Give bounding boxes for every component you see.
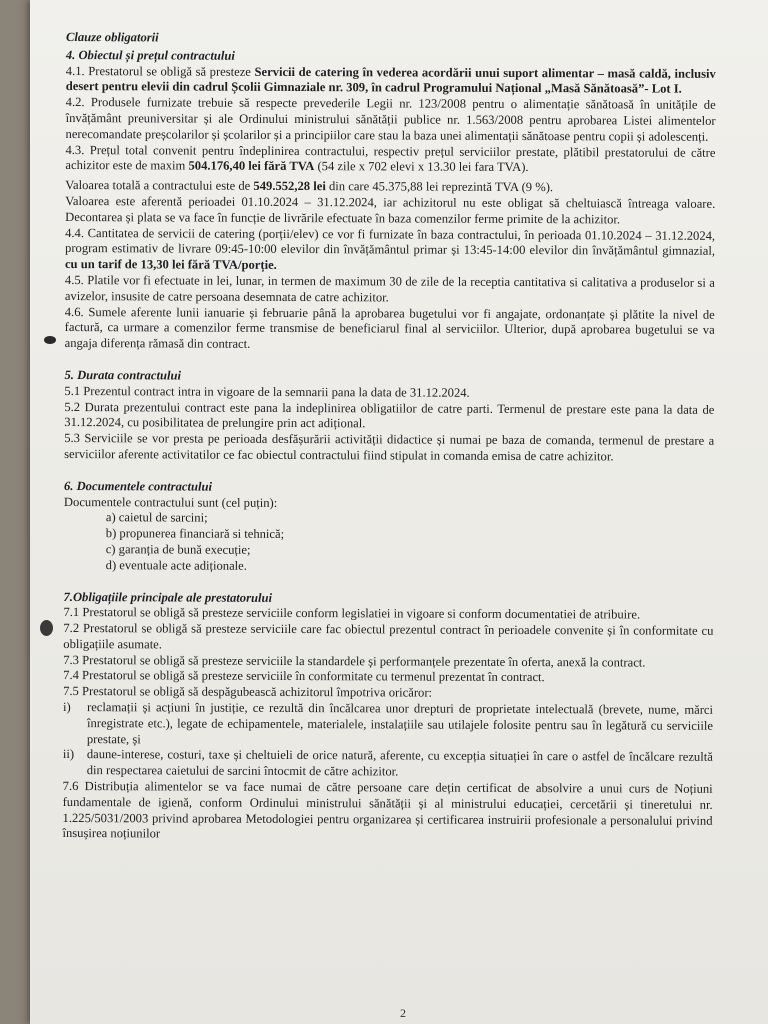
clause-4-5: 4.5. Platile vor fi efectuate in lei, lunar, in termen de maximum 30 de zile de la receptia cantitativa si calitativa a produselor si a avizelor, insusite de catre persoana desemnata de catre achizitor. [64,272,715,305]
document-title: Clauze obligatorii [65,30,159,45]
section-5-heading: 5. Durata contractului [64,367,182,383]
item-number: i) [63,700,71,715]
item-text: daune-interese, costuri, taxe și cheltuieli de orice natură, aferente, cu excepția situației în care o astfel de încălcare rezultă din respectarea caietului de sarcini întocmit de către achizitor. [86,747,713,779]
clause-4-3-period: Valoarea este aferentă perioadei 01.10.2024 – 31.12.2024, iar achizitorul nu este obligat să cheltuiască întreaga valoare. Decontarea și plata se va face în funcție de livrările efectuate în baza comenzilor ferme primite de la achizitor. [65,193,716,227]
clause-7-5: 7.5 Prestatorul se obligă să despăgubească achizitorul împotriva oricăror: [63,684,433,700]
clause-7-1: 7.1 Prestatorul se obligă să presteze serviciile conform legislatiei in vigoare si conform documentatiei de atribuire. [63,605,641,622]
clause-5-1: 5.1 Prezentul contract intra in vigoare de la semnarii pana la data de 31.12.2024. [64,383,470,400]
clause-7-4: 7.4 Prestatorul se obligă să presteze serviciile în conformitate cu termenul prezentat în contract. [63,668,545,685]
clause-4-3: 4.3. Prețul total convenit pentru îndeplinirea contractului, respectiv prețul serviciilor prestate, plătibil prestatorului de către achizitor este de maxim 504.176,40 lei fără TVA (54 zile x 702 elevi x 13.30 lei fara TVA). [65,142,716,175]
clause-5-3: 5.3 Serviciile se vor presta pe perioada desfășurării activității didactice și numai pe baza de comanda, termenul de prestare a serviciilor aferente activitatilor ce fac obiectul contractului fiind stipulat in comanda emisa de catre achizitor. [64,431,715,464]
clause-4-4: 4.4. Cantitatea de servicii de catering (porții/elev) ce vor fi furnizate în baza contractului, în perioada 01.10.2024 – 31.12.2024, program estimativ de livrare 09:45-10:00 elevilor din învățământul primar și 13:45-14:00 elevilor din învățământul gimnazial, cu un tarif de 13,30 lei fără TVA/porție. [64,225,716,273]
section-7-heading: 7.Obligațiile principale ale prestatorului [63,589,273,605]
clause-4-2: 4.2. Produsele furnizate trebuie să respecte prevederile Legii nr. 123/2008 pentru o alimentație sănătoasă în unitățile de învățământ preuniversitar și ale Ordinului ministrului sănătății publice nr. 1.563/2008 pentru aprobarea Listei alimentelor nerecomandate preșcolarilor și școlarilor și a principiilor care stau la baza unei alimentații sănătoase pentru copii și adolescenți. [65,95,716,144]
list-item: a) caietul de sarcini; [105,510,208,525]
list-item: d) eventuale acte adiționale. [105,557,247,573]
punch-hole [44,336,56,344]
clause-7-6: 7.6 Distribuția alimentelor se va face numai de către persoane care dețin certificat de absolvire a unui curs de Noțiuni fundamentale de igienă, conform Ordinului ministrului sănătății și al ministrului educației, cercetării și tineretului nr. 1.225/5031/2003 privind aprobarea Metodologiei pentru organizarea și certificarea instruirii profesionale a personalului privind însușirea noțiunilor [62,779,713,841]
clause-7-2: 7.2 Prestatorul se obligă să presteze serviciile care fac obiectul prezentul contract în perioadele convenite și în conformitate cu obligațiile asumate. [63,621,714,652]
clause-4-1: 4.1. Prestatorul se obligă să presteze Servicii de catering în vederea acordării unui suport alimentar – masă caldă, inclusiv desert pentru elevii din cadrul Școlii Gimnaziale nr. 309, în cadrul Programului Național „Masă Sănătoasă”- Lot I. [65,63,716,97]
clause-4-3-total-value: Valoarea totală a contractului este de 549.552,28 lei din care 45.375,88 lei reprezintă TVA (9 %). [65,178,554,195]
clause-7-5-item-ii [63,747,713,781]
item-text: reclamații și acțiuni în justiție, ce rezultă din încălcarea unor drepturi de proprietate intelectuală (brevete, nume, mărci înregistrate etc.), legate de echipamentele, materialele, instalațiile sau utilajele folosite pentru sau în legătură cu serviciile prestate, și [86,700,714,747]
clause-7-5-item-i [63,700,713,750]
document-page [62,30,716,845]
documents-list [64,510,714,576]
item-number: ii) [62,747,75,762]
section-6-heading: 6. Documentele contractului [63,478,213,494]
list-item: c) garanția de bună execuție; [105,542,251,557]
clause-5-2: 5.2 Durata prezentului contract este pana la indeplinirea obligatiilor de catre parti. Termenul de prestare este pana la data de 31.12.2024, cu posibilitatea de prelungire prin act adițional. [64,399,715,431]
section-4-heading: 4. Obiectul și prețul contractului [65,47,235,63]
clause-4-6: 4.6. Sumele aferente lunii ianuarie și februarie până la aprobarea bugetului vor fi angajate, ordonanțate și plătite la nivel de factură, ca urmare a comenzilor ferme transmise de beneficiarul final al serviciilor. Ulterior, după aprobarea bugetului se va angaja diferența rămasă din contract. [64,304,715,351]
page-number: 2 [400,1006,406,1020]
clause-7-3: 7.3 Prestatorul se obligă să presteze serviciile la standardele și performanțele prezentate în oferta, anexă la contract. [63,652,646,670]
list-item: b) propunerea financiară si tehnică; [105,526,285,542]
punch-hole [40,620,53,636]
section-6-intro: Documentele contractului sunt (cel puțin): [63,494,278,510]
